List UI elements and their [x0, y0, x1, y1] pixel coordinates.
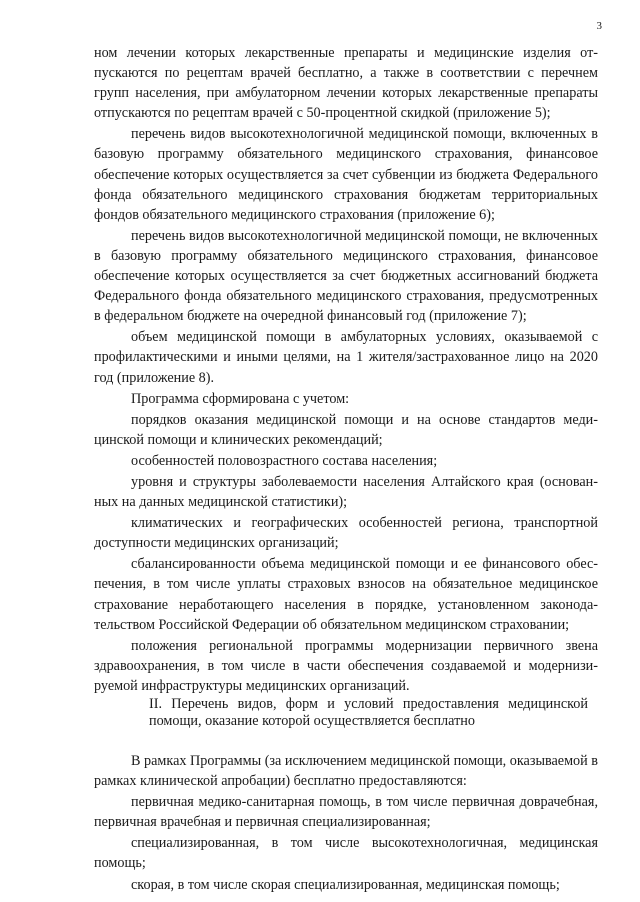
paragraph: скорая, в том числе скорая специализированная, медицинская помощь; — [131, 876, 560, 893]
document-body — [94, 43, 598, 895]
paragraph: климатических и географических особенностей региона, транспортной доступности медицинских организаций; — [94, 515, 598, 552]
paragraph: объем медицинской помощи в амбулаторных условиях, оказываемой с профилактическими и иными целями, на 1 жителя/застрахованное лицо на 2020 год (приложение 8). — [94, 329, 598, 386]
paragraph: ном лечении которых лекарственные препараты и медицинские изделия отпускаются по рецептам врачей бесплатно, а также в соответствии с перечнем групп населения, при амбулаторном лечении которых лекарственные препараты отпускаются по рецептам врачей с 50-процентной скидкой (приложение 5); — [94, 45, 598, 122]
paragraph: перечень видов высокотехнологичной медицинской помощи, включенных в базовую программу обязательного медицинского страхования, финансовое обеспечение которых осуществляется за счет субвенции из бюджета Федерального фонда обязательного медицинского страхования бюджетам территориальных фондов обязательного медицинского страхования (приложение 6); — [94, 126, 598, 223]
paragraph: особенностей половозрастного состава населения; — [131, 452, 438, 469]
paragraph: положения региональной программы модернизации первичного звена здравоохранения, в том числе в части обеспечения создаваемой и модернизируемой инфраструктуры медицинских организаций. — [94, 637, 598, 694]
paragraph: В рамках Программы (за исключением медицинской помощи, оказываемой в рамках клинической апробации) бесплатно предоставляются: — [94, 753, 598, 790]
paragraph: порядков оказания медицинской помощи и на основе стандартов медицинской помощи и клинических рекомендаций; — [94, 411, 598, 448]
paragraph: перечень видов высокотехнологичной медицинской помощи, не включенных в базовую программу обязательного медицинского страхования, финансовое обеспечение которых осуществляется за счет бюджетных ассигнований бюджета Федерального фонда обязательного медицинского страхования, предусмотренных в федеральном бюджете на очередной финансовый год (приложение 7); — [94, 227, 598, 325]
paragraph: Программа сформирована с учетом: — [131, 390, 350, 407]
page-number: 3 — [596, 20, 602, 32]
paragraph: первичная медико-санитарная помощь, в том числе первичная доврачебная, первичная врачебная и первичная специализированная; — [94, 794, 598, 831]
paragraph: специализированная, в том числе высокотехнологичная, медицинская помощь; — [94, 835, 598, 872]
paragraph: уровня и структуры заболеваемости населения Алтайского края (основанных на данных медицинской статистики); — [94, 473, 598, 511]
section-heading: II. Перечень видов, форм и условий предоставления медицинской помощи, оказание которой осуществляется бесплатно — [149, 696, 588, 729]
paragraph: сбалансированности объема медицинской помощи и ее финансового обеспечения, в том числе уплаты страховых взносов на обязательное медицинское страхование неработающего населения в порядке, установленном законодательством Российской Федерации об обязательном медицинском страховании; — [94, 556, 598, 633]
